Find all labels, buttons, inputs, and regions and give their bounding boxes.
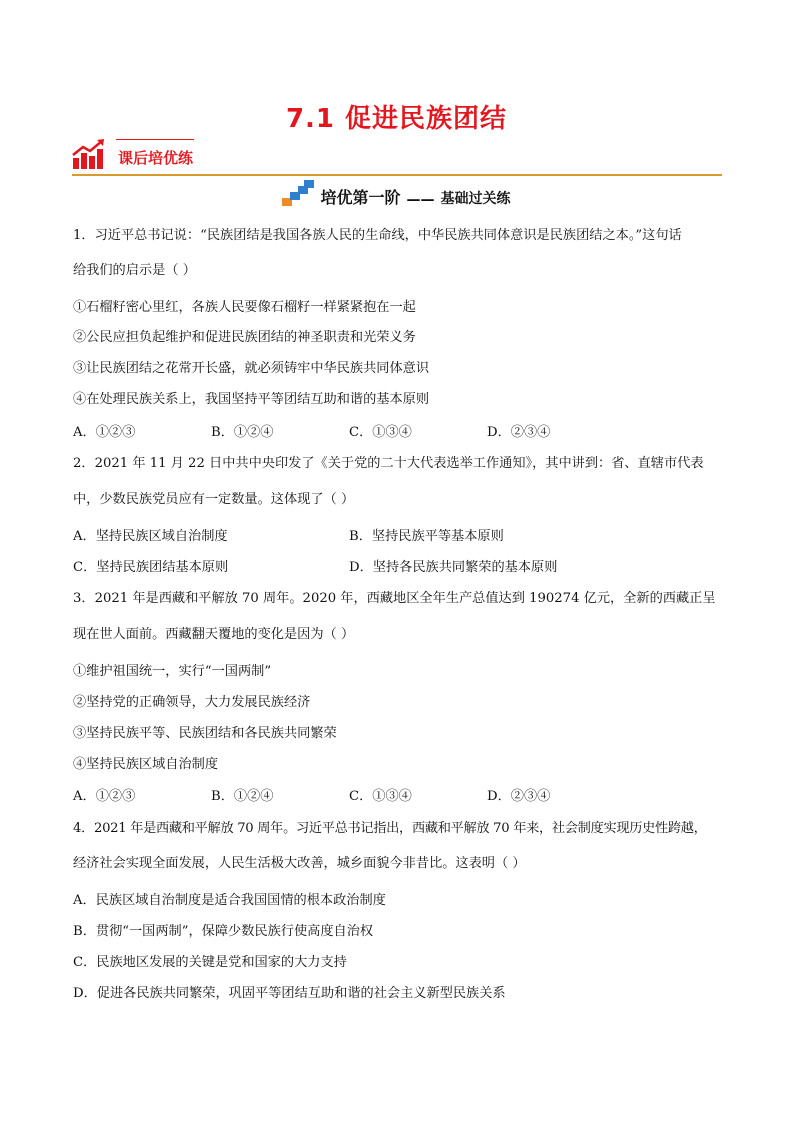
sub-heading-main: 培优第一阶 (320, 188, 401, 207)
question-3-option-a: A．①②③ (73, 789, 136, 804)
question-4-option-d: D．促进各民族共同繁荣，巩固平等团结互助和谐的社会主义新型民族关系 (73, 986, 506, 1001)
question-1-stem-line-2: 给我们的启示是（ ） (73, 263, 196, 278)
question-2-stem-line-1: 2．2021 年 11 月 22 日中共中央印发了《关于党的二十大代表选举工作通知》，其中讲到：省、直辖市代表 (73, 456, 704, 471)
question-4-option-a: A．民族区域自治制度是适合我国国情的根本政治制度 (73, 893, 386, 908)
question-1-option-c: C．①③④ (349, 425, 412, 440)
sub-heading-dash: —— (406, 192, 435, 208)
question-2-stem-line-2: 中，少数民族党员应有一定数量。这体现了（ ） (73, 492, 355, 507)
banner-divider (72, 174, 722, 176)
question-1-option-a: A．①②③ (73, 425, 136, 440)
question-4-option-b: B．贯彻“一国两制”，保障少数民族行使高度自治权 (73, 924, 374, 939)
question-3-option-d: D．②③④ (487, 789, 551, 804)
question-4-stem-line-2: 经济社会实现全面发展，人民生活极大改善，城乡面貌今非昔比。这表明（ ） (73, 856, 526, 871)
question-1-item: ①石榴籽密心里红，各族人民要像石榴籽一样紧紧抱在一起 (73, 300, 416, 315)
question-3-item: ①维护祖国统一，实行“一国两制” (73, 664, 272, 679)
question-3-option-b: B．①②④ (211, 789, 274, 804)
sub-heading (0, 180, 793, 214)
question-3-item: ④坚持民族区域自治制度 (73, 757, 219, 772)
question-2-option-d: D．坚持各民族共同繁荣的基本原则 (349, 560, 558, 575)
question-3-item: ③坚持民族平等、民族团结和各民族共同繁荣 (73, 726, 337, 741)
question-2-option-c: C．坚持民族团结基本原则 (73, 560, 229, 575)
question-1-option-b: B．①②④ (211, 425, 274, 440)
question-2-option-b: B．坚持民族平等基本原则 (349, 529, 504, 544)
question-2-option-a: A．坚持民族区域自治制度 (73, 529, 228, 544)
question-4-stem-line-1: 4．2021 年是西藏和平解放 70 周年。习近平总书记指出，西藏和平解放 70 年来，社会制度实现历史性跨越， (73, 821, 707, 836)
question-1-option-d: D．②③④ (487, 425, 551, 440)
page-title: 7.1 促进民族团结 (285, 104, 508, 134)
banner-accent-line (116, 139, 194, 140)
question-1-item: ②公民应担负起维护和促进民族团结的神圣职责和光荣义务 (73, 330, 416, 345)
sub-heading-rest: 基础过关练 (440, 191, 511, 207)
question-1-stem-line-1: 1．习近平总书记说：“民族团结是我国各族人民的生命线，中华民族共同体意识是民族团结之本。”这句话 (73, 228, 682, 243)
question-3-stem-line-2: 现在世人面前。西藏翻天覆地的变化是因为（ ） (73, 627, 355, 642)
question-3-stem-line-1: 3．2021 年是西藏和平解放 70 周年。2020 年，西藏地区全年生产总值达到 190274 亿元，全新的西藏正呈 (73, 591, 716, 606)
question-3-option-c: C．①③④ (349, 789, 412, 804)
question-1-item: ③让民族团结之花常开长盛，就必须铸牢中华民族共同体意识 (73, 361, 430, 376)
growth-chart-icon (72, 138, 108, 170)
banner-label: 课后培优练 (118, 149, 194, 167)
steps-icon (282, 180, 314, 208)
question-4-option-c: C．民族地区发展的关键是党和国家的大力支持 (73, 955, 347, 970)
question-3-item: ②坚持党的正确领导，大力发展民族经济 (73, 695, 311, 710)
question-1-item: ④在处理民族关系上，我国坚持平等团结互助和谐的基本原则 (73, 392, 430, 407)
section-banner (72, 136, 722, 178)
